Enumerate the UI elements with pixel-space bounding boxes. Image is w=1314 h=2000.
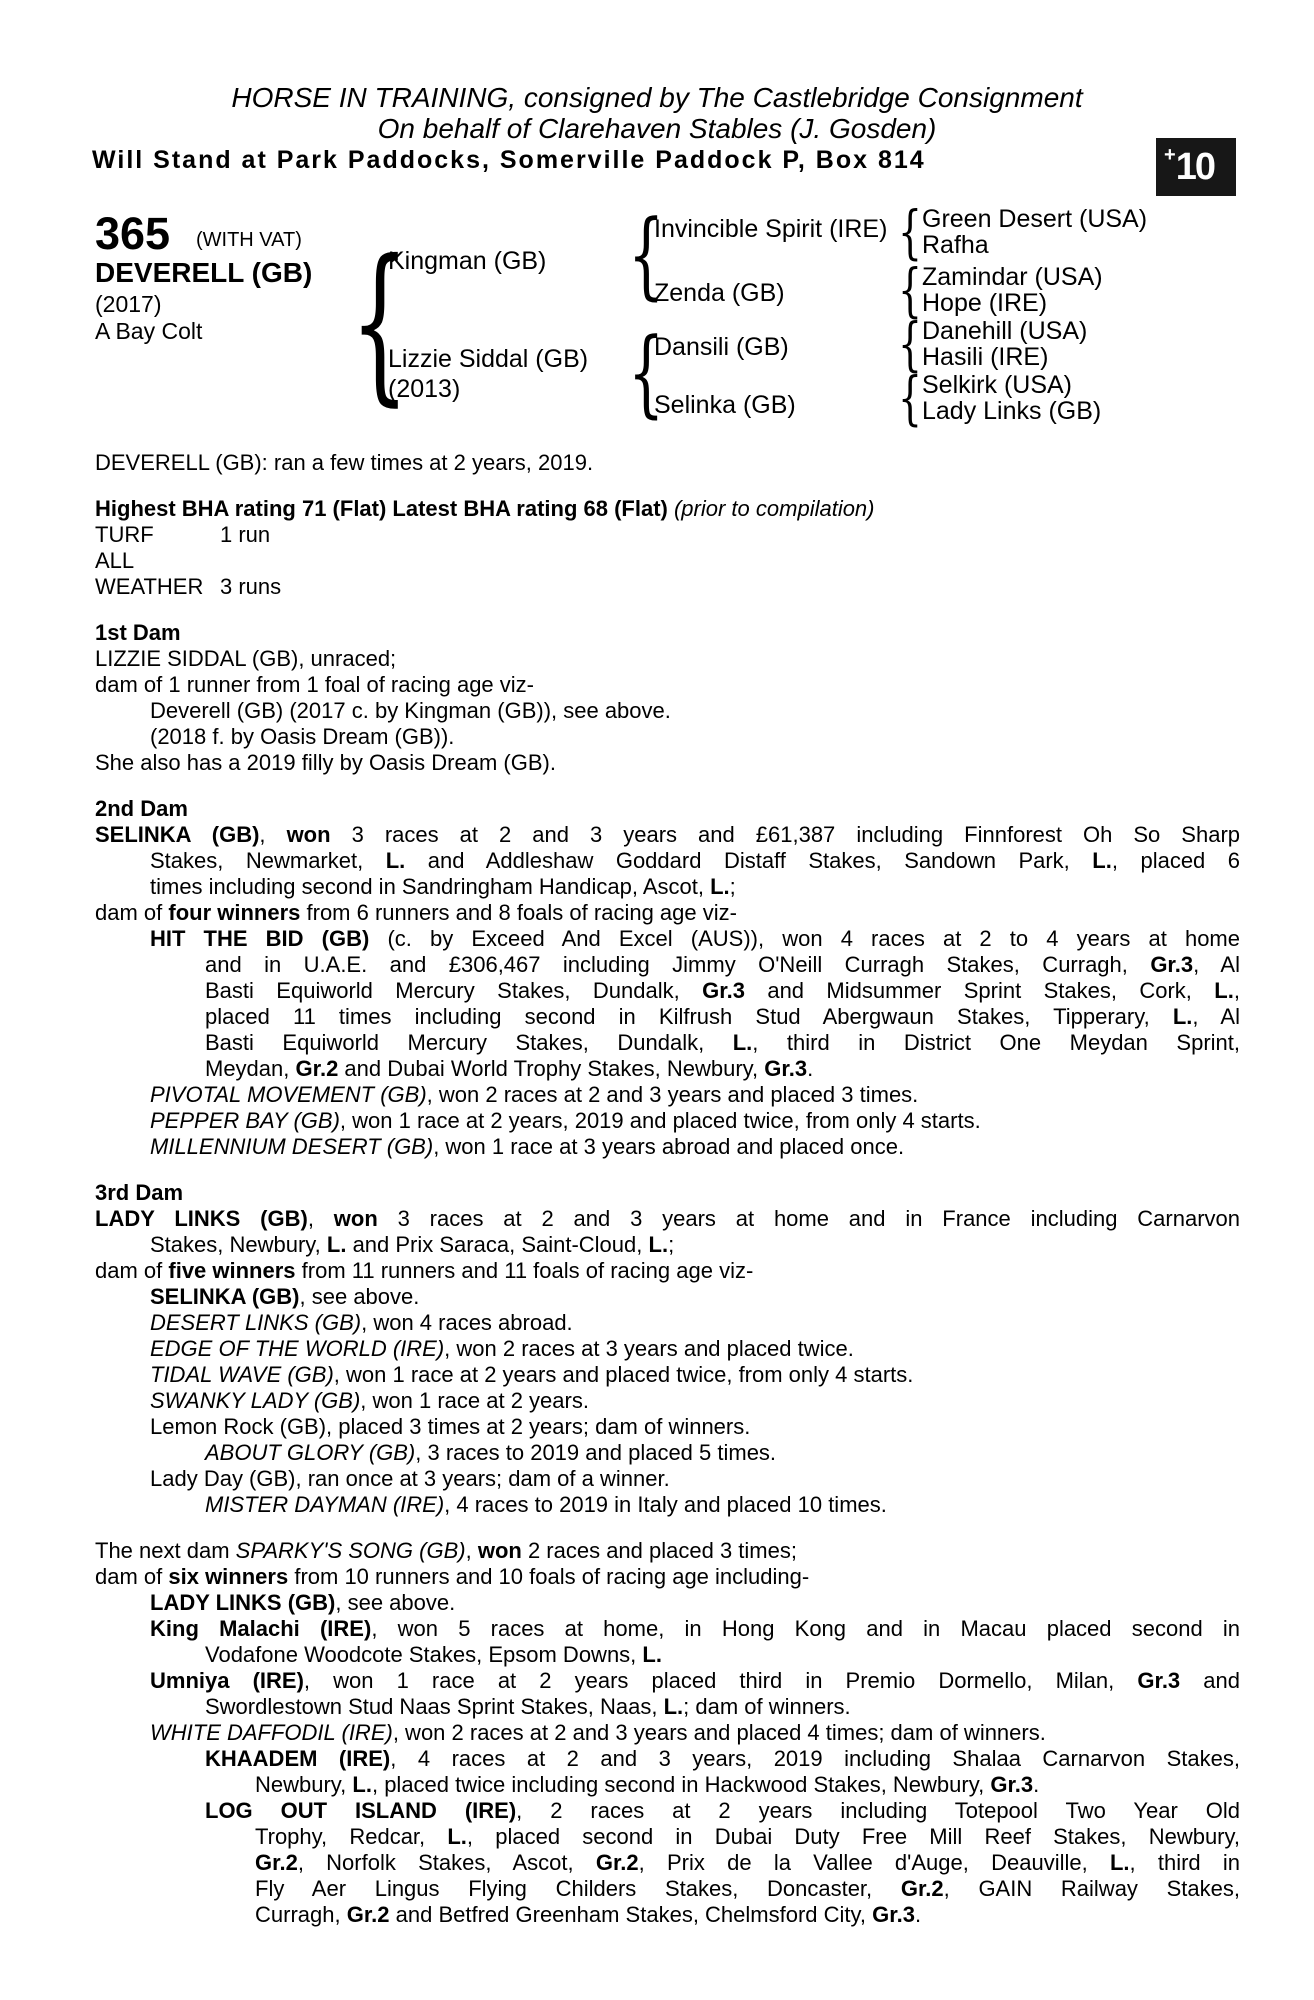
plus-icon: + (1164, 144, 1176, 166)
text-segment: DEVERELL (GB): ran a few times at 2 years, 2019. (95, 450, 594, 475)
text-segment: KHAADEM (IRE) (205, 1746, 391, 1771)
text-line (255, 1772, 1240, 1798)
gen3-name-0: Green Desert (USA) (922, 205, 1148, 233)
text-line (255, 1824, 1240, 1850)
text-segment: Gr.2 (595, 1850, 639, 1875)
text-line (95, 620, 1240, 646)
text-line (95, 496, 1240, 522)
pedigree-brace-sire: { (628, 200, 665, 310)
text-segment: Gr.3 (1150, 952, 1194, 977)
text-segment: , GAIN Railway Stakes, (943, 1876, 1240, 1901)
text-line (205, 1642, 1240, 1668)
lot-number: 365 (95, 208, 171, 259)
text-segment: Gr.3 (872, 1902, 915, 1927)
text-line (205, 952, 1240, 978)
text-segment: L. (710, 874, 730, 899)
text-segment: ; dam of winners. (683, 1694, 851, 1719)
text-segment: Newbury, (255, 1772, 353, 1797)
text-segment: 1st Dam (95, 620, 181, 645)
sire-sire-name: Invincible Spirit (IRE) (654, 215, 888, 243)
text-segment: . (1033, 1772, 1040, 1797)
text-line (150, 1616, 1240, 1642)
text-segment: , won 2 races at 2 and 3 years and placed 4 times; dam of winners. (392, 1720, 1046, 1745)
text-segment: (2018 f. by Oasis Dream (GB)). (150, 724, 455, 749)
text-segment: King Malachi (IRE) (150, 1616, 372, 1641)
text-segment: won (477, 1538, 522, 1563)
text-segment: L. (326, 1232, 347, 1257)
text-segment: placed 11 times including second in Kilfrush Stud Abergwaun Stakes, Tipperary, (205, 1004, 1173, 1029)
text-segment: Curragh, (255, 1902, 347, 1927)
text-segment: TIDAL WAVE (GB) (150, 1362, 334, 1387)
text-segment: Swordlestown Stud Naas Sprint Stakes, Naas, (205, 1694, 664, 1719)
text-segment: and Midsummer Sprint Stakes, Cork, (744, 978, 1215, 1003)
text-segment: LADY LINKS (GB) (150, 1590, 336, 1615)
text-line (95, 548, 1240, 600)
text-line (150, 1414, 1240, 1440)
text-segment: Lemon Rock (GB), placed 3 times at 2 years; dam of winners. (150, 1414, 751, 1439)
day-badge (1156, 138, 1236, 196)
text-segment: Basti Equiworld Mercury Stakes, Dundalk, (205, 978, 703, 1003)
consignor-line: HORSE IN TRAINING, consigned by The Castlebridge Consignment (231, 82, 1083, 113)
text-line (150, 874, 1240, 900)
text-segment: SELINKA (GB) (150, 1284, 300, 1309)
text-segment: (prior to compilation) (673, 496, 875, 521)
gen3-name-4: Danehill (USA) (922, 317, 1088, 345)
text-segment: , Prix de la Vallee d'Auge, Deauville, (638, 1850, 1110, 1875)
text-segment: Stakes, Newbury, (150, 1232, 327, 1257)
text-segment: 3 races at 2 and 3 years and £61,387 including Finnforest Oh So Sharp (330, 822, 1240, 847)
text-segment: , Al (1193, 952, 1240, 977)
lot-description: A Bay Colt (95, 318, 203, 344)
text-segment: ; (668, 1232, 675, 1257)
dam-year: (2013) (388, 375, 461, 403)
dam-sire-name: Dansili (GB) (654, 333, 789, 361)
text-segment: and Dubai World Trophy Stakes, Newbury, (338, 1056, 765, 1081)
text-segment: Gr.2 (346, 1902, 390, 1927)
text-segment: ; (729, 874, 736, 899)
text-segment: Gr.2 (900, 1876, 944, 1901)
text-line (150, 1668, 1240, 1694)
text-segment: dam of (95, 900, 169, 925)
text-segment: , Norfolk Stakes, Ascot, (297, 1850, 596, 1875)
text-segment: 3 races at 2 and 3 years at home and in France including Carnarvon (377, 1206, 1240, 1231)
text-segment: , (465, 1538, 478, 1563)
text-segment: and in U.A.E. and £306,467 including Jimmy O'Neill Curragh Stakes, Curragh, (205, 952, 1151, 977)
text-segment: Gr.3 (764, 1056, 808, 1081)
text-line (150, 848, 1240, 874)
text-segment: DESERT LINKS (GB) (150, 1310, 362, 1335)
text-segment: , placed twice including second in Hackwood Stakes, Newbury, (371, 1772, 991, 1797)
text-segment: , won 2 races at 3 years and placed twice. (444, 1336, 854, 1361)
text-line (95, 796, 1240, 822)
text-segment: dam of (95, 1258, 169, 1283)
text-line (95, 822, 1240, 848)
text-segment: , won 1 race at 3 years abroad and placed once. (433, 1134, 905, 1159)
text-segment: , (259, 822, 287, 847)
text-line (150, 1336, 1240, 1362)
text-segment: L. (1172, 1004, 1193, 1029)
text-line (150, 926, 1240, 952)
text-line (205, 1798, 1240, 1824)
text-segment: Basti Equiworld Mercury Stakes, Dundalk, (205, 1030, 733, 1055)
text-line (150, 1310, 1240, 1336)
pedigree-brace-dam: { (628, 318, 665, 428)
text-line (150, 1466, 1240, 1492)
text-segment: times including second in Sandringham Handicap, Ascot, (150, 874, 711, 899)
text-segment: , won 5 races at home, in Hong Kong and in Macau placed second in (371, 1616, 1241, 1641)
text-segment: Trophy, Redcar, (255, 1824, 448, 1849)
text-segment: Fly Aer Lingus Flying Childers Stakes, Doncaster, (255, 1876, 901, 1901)
on-behalf-line: On behalf of Clarehaven Stables (J. Gosden) (377, 113, 937, 144)
text-line (95, 1180, 1240, 1206)
text-segment: and Betfred Greenham Stakes, Chelmsford City, (389, 1902, 873, 1927)
text-segment: SWANKY LADY (GB) (150, 1388, 361, 1413)
text-segment: L. (385, 848, 406, 873)
text-segment: Umniya (IRE) (150, 1668, 304, 1693)
text-segment: L. (352, 1772, 372, 1797)
text-segment: L. (732, 1030, 753, 1055)
text-segment: and Addleshaw Goddard Distaff Stakes, Sandown Park, (405, 848, 1093, 873)
gen3-name-3: Hope (IRE) (922, 289, 1048, 317)
text-segment: , won 1 race at 2 years and placed twice, from only 4 starts. (333, 1362, 914, 1387)
text-segment: from 11 runners and 11 foals of racing age viz- (295, 1258, 754, 1283)
text-line (95, 522, 1240, 548)
text-line (150, 724, 1240, 750)
text-segment: , placed 6 (1111, 848, 1241, 873)
text-segment: , Al (1192, 1004, 1240, 1029)
text-segment: LIZZIE SIDDAL (GB), unraced; (95, 646, 397, 671)
text-segment: L. (447, 1824, 467, 1849)
text-line (150, 1232, 1240, 1258)
text-segment: SPARKY'S SONG (GB) (235, 1538, 466, 1563)
text-segment: Gr.2 (255, 1850, 298, 1875)
text-line (150, 1590, 1240, 1616)
text-segment: Gr.3 (702, 978, 745, 1003)
text-segment: WHITE DAFFODIL (IRE) (150, 1720, 393, 1745)
text-segment: from 10 runners and 10 foals of racing age including- (288, 1564, 810, 1589)
stat-label: TURF (95, 522, 154, 547)
text-segment: PEPPER BAY (GB) (150, 1108, 340, 1133)
text-segment: Gr.3 (990, 1772, 1034, 1797)
text-segment: L. (648, 1232, 669, 1257)
text-line (95, 750, 1240, 776)
text-line (95, 900, 1240, 926)
text-segment: EDGE OF THE WORLD (IRE) (150, 1336, 445, 1361)
text-segment: SELINKA (GB) (95, 822, 260, 847)
text-segment: MISTER DAYMAN (IRE) (205, 1492, 445, 1517)
gen3-name-7: Lady Links (GB) (922, 397, 1102, 425)
text-line (150, 1362, 1240, 1388)
text-segment: and (1180, 1668, 1240, 1693)
text-segment: , won 1 race at 2 years placed third in Premio Dormello, Milan, (303, 1668, 1138, 1693)
text-line (150, 1720, 1240, 1746)
text-line (95, 450, 1240, 476)
text-segment: Deverell (GB) (2017 c. by Kingman (GB)), see above. (150, 698, 671, 723)
text-segment: , 3 races to 2019 and placed 5 times. (415, 1440, 777, 1465)
text-line (150, 698, 1240, 724)
text-segment: , won 4 races abroad. (361, 1310, 573, 1335)
text-segment: , 4 races at 2 and 3 years, 2019 including Shalaa Carnarvon Stakes, (390, 1746, 1240, 1771)
text-segment: L. (1214, 978, 1234, 1003)
gen3-name-6: Selkirk (USA) (922, 371, 1073, 399)
body-text (0, 450, 1314, 1928)
text-line (205, 1440, 1240, 1466)
text-line (205, 1694, 1240, 1720)
text-segment: 3rd Dam (95, 1180, 184, 1205)
text-segment: L. (663, 1694, 684, 1719)
text-line (205, 978, 1240, 1004)
text-segment: LADY LINKS (GB) (95, 1206, 308, 1231)
text-line (205, 1056, 1240, 1082)
text-line (95, 1564, 1240, 1590)
stand-location-line: Will Stand at Park Paddocks, Somerville Paddock P, Box 814 (92, 146, 926, 174)
text-line (95, 1206, 1240, 1232)
text-segment: ABOUT GLORY (GB) (205, 1440, 416, 1465)
text-segment: LOG OUT ISLAND (IRE) (205, 1798, 517, 1823)
text-segment: five winners (168, 1258, 296, 1283)
text-segment: She also has a 2019 filly by Oasis Dream (GB). (95, 750, 556, 775)
pedigree-brace-gen1: { (350, 224, 410, 422)
pedigree-brace-gen3-3: { (898, 310, 922, 378)
text-segment: , third in District One Meydan Sprint, (752, 1030, 1240, 1055)
text-segment: Gr.2 (295, 1056, 339, 1081)
text-line (95, 646, 1240, 672)
text-segment: , see above. (299, 1284, 420, 1309)
text-line (205, 1746, 1240, 1772)
text-line (205, 1030, 1240, 1056)
text-segment: MILLENNIUM DESERT (GB) (150, 1134, 434, 1159)
text-segment: , won 2 races at 2 and 3 years and placed 3 times. (426, 1082, 919, 1107)
text-line (255, 1850, 1240, 1876)
text-line (95, 1538, 1240, 1564)
text-line (95, 672, 1240, 698)
text-segment: . (807, 1056, 814, 1081)
text-segment: Highest BHA rating 71 (Flat) Latest BHA rating 68 (Flat) (95, 496, 674, 521)
stat-value: 3 runs (220, 574, 282, 599)
sire-name: Kingman (GB) (388, 247, 547, 275)
gen3-name-5: Hasili (IRE) (922, 343, 1049, 371)
text-segment: , won 1 race at 2 years. (360, 1388, 589, 1413)
text-segment: , placed second in Dubai Duty Free Mill Reef Stakes, Newbury, (466, 1824, 1240, 1849)
text-segment: HIT THE BID (GB) (150, 926, 370, 951)
text-segment: , (1233, 978, 1240, 1003)
text-segment: , (307, 1206, 334, 1231)
text-segment: dam of (95, 1564, 169, 1589)
text-segment: PIVOTAL MOVEMENT (GB) (150, 1082, 427, 1107)
text-line (255, 1876, 1240, 1902)
text-segment: , 4 races to 2019 in Italy and placed 10 times. (444, 1492, 887, 1517)
text-segment: , won 1 race at 2 years, 2019 and placed twice, from only 4 starts. (339, 1108, 981, 1133)
text-segment: won (286, 822, 331, 847)
lot-horse-name: DEVERELL (GB) (95, 257, 313, 288)
text-line (150, 1108, 1240, 1134)
text-segment: L. (642, 1642, 662, 1667)
text-segment: , see above. (335, 1590, 456, 1615)
text-segment: Meydan, (205, 1056, 296, 1081)
text-line (150, 1082, 1240, 1108)
pedigree-brace-gen3-1: { (898, 198, 922, 266)
pedigree-brace-gen3-2: { (898, 256, 922, 324)
text-segment: Lady Day (GB), ran once at 3 years; dam of a winner. (150, 1466, 670, 1491)
text-segment: The next dam (95, 1538, 236, 1563)
gen3-name-1: Rafha (922, 231, 989, 259)
text-segment: Stakes, Newmarket, (150, 848, 386, 873)
text-segment: (c. by Exceed And Excel (AUS)), won 4 races at 2 to 4 years at home (369, 926, 1240, 951)
dam-dam-name: Selinka (GB) (654, 391, 796, 419)
text-line (150, 1388, 1240, 1414)
text-segment: 2nd Dam (95, 796, 188, 821)
text-segment: won (333, 1206, 378, 1231)
text-segment: 2 races and placed 3 times; (521, 1538, 797, 1563)
lot-foaling-year: (2017) (95, 291, 162, 317)
text-segment: Gr.3 (1137, 1668, 1181, 1693)
dam-name: Lizzie Siddal (GB) (388, 345, 589, 373)
text-segment: Vodafone Woodcote Stakes, Epsom Downs, (205, 1642, 643, 1667)
text-line (95, 1258, 1240, 1284)
text-segment: from 6 runners and 8 foals of racing age viz- (300, 900, 737, 925)
text-segment: dam of 1 runner from 1 foal of racing age viz- (95, 672, 534, 697)
text-segment: , 2 races at 2 years including Totepool Two Year Old (516, 1798, 1240, 1823)
text-segment: six winners (168, 1564, 289, 1589)
text-segment: L. (1109, 1850, 1130, 1875)
stat-value: 1 run (220, 522, 271, 547)
text-segment: , third in (1129, 1850, 1240, 1875)
text-segment: . (914, 1902, 922, 1927)
day-badge-number: 10 (1175, 146, 1214, 188)
text-line (205, 1492, 1240, 1518)
text-segment: L. (1092, 848, 1112, 873)
stat-label: ALL WEATHER (95, 548, 204, 599)
text-line (150, 1134, 1240, 1160)
gen3-name-2: Zamindar (USA) (922, 263, 1103, 291)
text-line (255, 1902, 1240, 1928)
text-segment: four winners (168, 900, 301, 925)
lot-vat-note: (WITH VAT) (196, 229, 302, 251)
text-line (150, 1284, 1240, 1310)
text-line (205, 1004, 1240, 1030)
pedigree-brace-gen3-4: { (898, 364, 922, 432)
sire-dam-name: Zenda (GB) (654, 279, 785, 307)
text-segment: and Prix Saraca, Saint-Cloud, (346, 1232, 649, 1257)
